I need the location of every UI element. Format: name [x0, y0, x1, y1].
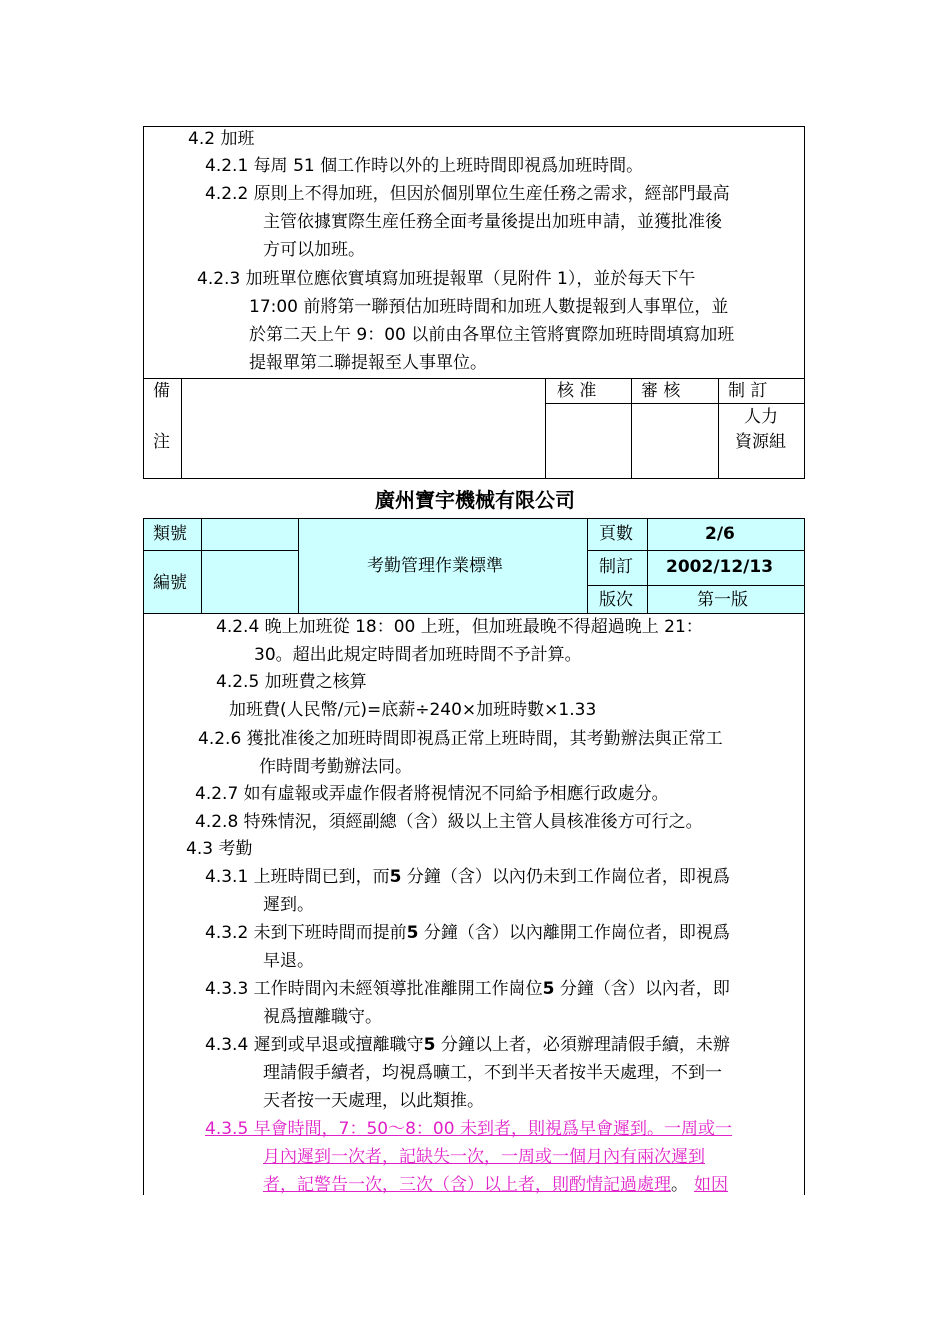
clause-4-2-6-line2: 作時間考勤辦法同。 [259, 757, 412, 777]
clause-4-2-3-line1: 4.2.3 加班單位應依實填寫加班提報單（見附件 1），並於每天下午 [197, 269, 696, 289]
number-label: 編號 [153, 573, 187, 593]
clause-4-2-1: 4.2.1 每周 51 個工作時以外的上班時間即視爲加班時間。 [205, 156, 644, 176]
heading-4-2: 4.2 加班 [188, 129, 255, 149]
revised-label: 制訂 [599, 557, 633, 577]
clause-4-2-4-line2: 30。超出此規定時間者加班時間不予計算。 [254, 645, 582, 665]
class-label: 類號 [153, 524, 187, 544]
clause-4-2-7: 4.2.7 如有虛報或弄虛作假者將視情況不同給予相應行政處分。 [195, 784, 669, 804]
edition-label: 版次 [599, 590, 633, 610]
clause-4-3-1-line2: 遲到。 [263, 895, 314, 915]
remark-label-2: 注 [153, 432, 170, 452]
clause-4-3-4-line3: 天者按一天處理，以此類推。 [263, 1091, 484, 1111]
review-signature-cell [631, 403, 719, 479]
clause-4-2-5: 4.2.5 加班費之核算 [216, 672, 367, 692]
clause-4-3-1-line1: 4.3.1 上班時間已到，而5 分鐘（含）以內仍未到工作崗位者，即視爲 [205, 867, 730, 887]
draft-value-1: 人力 [744, 407, 778, 427]
approve-label: 核 准 [557, 381, 597, 401]
company-title: 廣州寶宇機械有限公司 [375, 488, 575, 512]
remark-label-1: 備 [153, 381, 170, 401]
clause-4-3-2-line1: 4.3.2 未到下班時間而提前5 分鐘（含）以內離開工作崗位者，即視爲 [205, 923, 730, 943]
clause-4-2-2-line2: 主管依據實際生産任務全面考量後提出加班申請，並獲批准後 [263, 212, 722, 232]
doc-title: 考勤管理作業標準 [367, 556, 503, 576]
class-value-cell [201, 518, 299, 551]
clause-4-3-4-line2: 理請假手續者，均視爲曠工，不到半天者按半天處理，不到一 [263, 1063, 722, 1083]
remark-content-cell [181, 378, 546, 479]
clause-4-3-5-line1: 4.3.5 早會時間，7：50～8：00 未到者，則視爲早會遲到。一周或一 [205, 1119, 732, 1139]
clause-4-2-6-line1: 4.2.6 獲批准後之加班時間即視爲正常上班時間，其考勤辦法與正常工 [198, 729, 723, 749]
clause-4-2-2-line3: 方可以加班。 [263, 240, 365, 260]
clause-4-3-3-line2: 視爲擅離職守。 [263, 1007, 382, 1027]
clause-4-2-3-line4: 提報單第二聯提報至人事單位。 [249, 353, 487, 373]
revised-value: 2002/12/13 [666, 557, 774, 577]
clause-4-2-4-line1: 4.2.4 晚上加班從 18：00 上班，但加班最晚不得超過晚上 21： [216, 617, 703, 637]
clause-4-2-3-line3: 於第二天上午 9：00 以前由各單位主管將實際加班時間填寫加班 [249, 325, 735, 345]
clause-4-2-2-line1: 4.2.2 原則上不得加班，但因於個別單位生産任務之需求，經部門最高 [205, 184, 730, 204]
edition-value: 第一版 [697, 590, 748, 610]
clause-4-3-2-line2: 早退。 [263, 951, 314, 971]
pages-label: 頁數 [599, 524, 633, 544]
approve-signature-cell [545, 403, 632, 479]
clause-4-2-3-line2: 17:00 前將第一聯預估加班時間和加班人數提報到人事單位，並 [249, 297, 729, 317]
overtime-formula: 加班費(人民幣/元)=底薪÷240×加班時數×1.33 [229, 700, 597, 720]
heading-4-3: 4.3 考勤 [186, 839, 253, 859]
clause-4-3-5-line2: 月內遲到一次者，記缺失一次，一周或一個月內有兩次遲到 [263, 1147, 705, 1167]
clause-4-3-5-line3: 者，記警告一次，三次（含）以上者，則酌情記過處理。 如因 [263, 1175, 728, 1195]
clause-4-3-4-line1: 4.3.4 遲到或早退或擅離職守5 分鐘以上者，必須辦理請假手續，未辦 [205, 1035, 730, 1055]
pages-value: 2/6 [705, 524, 735, 544]
draft-value-2: 資源組 [735, 432, 786, 452]
draft-label: 制 訂 [728, 381, 768, 401]
clause-4-2-8: 4.2.8 特殊情況，須經副總（含）級以上主管人員核准後方可行之。 [195, 812, 703, 832]
review-label: 審 核 [641, 381, 681, 401]
number-value-cell [201, 550, 299, 614]
clause-4-3-3-line1: 4.3.3 工作時間內未經領導批准離開工作崗位5 分鐘（含）以內者，即 [205, 979, 730, 999]
